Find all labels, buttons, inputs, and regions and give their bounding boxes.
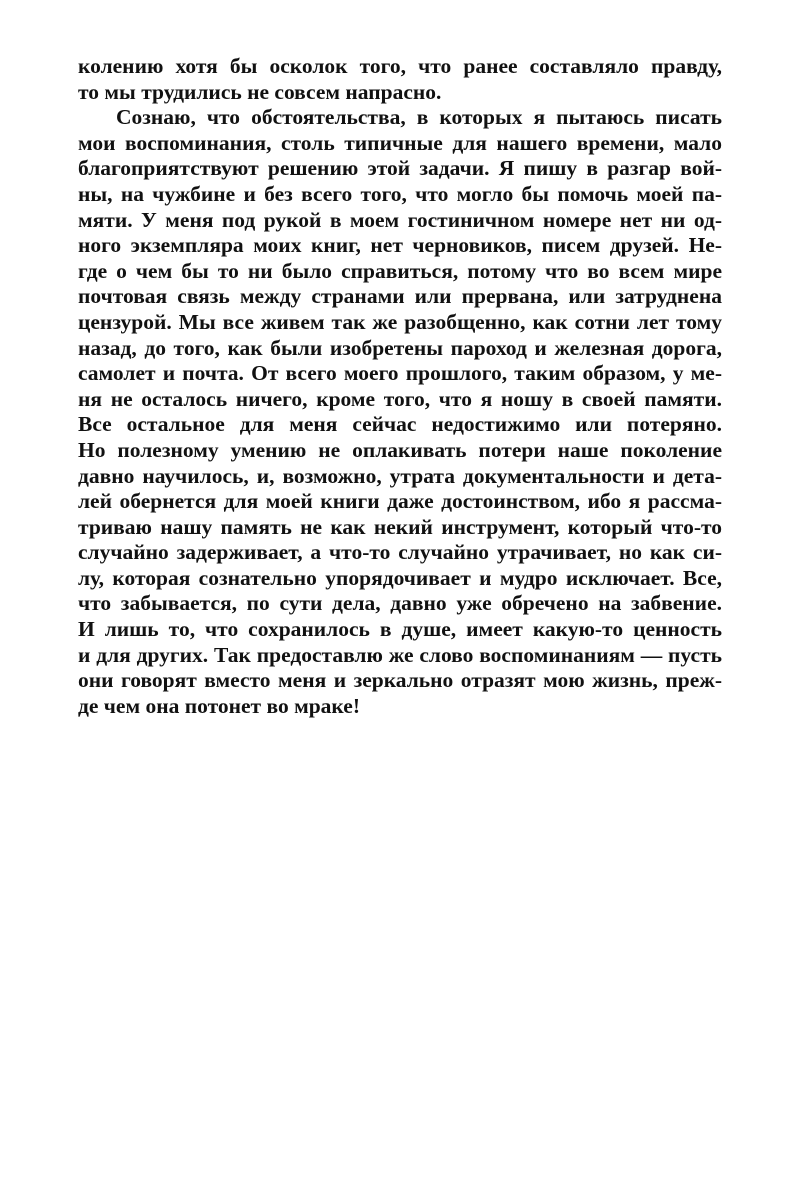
text-line: ного экземпляра моих книг, нет черновиков, писем друзей. Не- <box>78 233 722 258</box>
page-text <box>78 54 722 719</box>
text-line: Сознаю, что обстоятельства, в которых я пытаюсь писать <box>116 105 722 130</box>
text-line: назад, до того, как были изобретены пароход и железная дорога, <box>78 335 722 360</box>
text-line: что забывается, по сути дела, давно уже обречено на забвение. <box>78 591 722 616</box>
text-line: почтовая связь между странами или прервана, или затруднена <box>78 284 722 309</box>
text-line: ны, на чужбине и без всего того, что могло бы помочь моей па- <box>78 181 722 206</box>
text-line: мои воспоминания, столь типичные для нашего времени, мало <box>78 130 722 155</box>
text-line: то мы трудились не совсем напрасно. <box>78 79 442 104</box>
text-line: де чем она потонет во мраке! <box>78 693 360 718</box>
paragraph-continued <box>78 54 722 105</box>
text-line: Но полезному умению не оплакивать потери наше поколение <box>78 437 722 462</box>
text-line: Все остальное для меня сейчас недостижимо или потеряно. <box>78 412 722 437</box>
text-line: и для других. Так предоставлю же слово воспоминаниям — пусть <box>78 642 722 667</box>
text-line: цензурой. Мы все живем так же разобщенно, как сотни лет тому <box>78 309 722 334</box>
text-line: колению хотя бы осколок того, что ранее составляло правду, <box>78 54 722 78</box>
text-line: лей обернется для моей книги даже достоинством, ибо я рассма- <box>78 489 722 514</box>
text-line: ня не осталось ничего, кроме того, что я ношу в своей памяти. <box>78 386 722 411</box>
text-line: лу, которая сознательно упорядочивает и мудро исключает. Все, <box>78 565 722 590</box>
text-line: И лишь то, что сохранилось в душе, имеет какую-то ценность <box>78 617 722 642</box>
text-line: самолет и почта. От всего моего прошлого, таким образом, у ме- <box>78 361 722 386</box>
text-line: триваю нашу память не как некий инструмент, который что-то <box>78 514 722 539</box>
text-line: мяти. У меня под рукой в моем гостиничном номере нет ни од- <box>78 207 722 232</box>
text-line: давно научилось, и, возможно, утрата документальности и дета- <box>78 463 722 488</box>
text-line: они говорят вместо меня и зеркально отразят мою жизнь, преж- <box>78 668 722 693</box>
paragraph <box>78 105 722 719</box>
text-line: где о чем бы то ни было справиться, потому что во всем мире <box>78 258 722 283</box>
text-line: случайно задерживает, а что-то случайно утрачивает, но как си- <box>78 540 722 565</box>
text-line: благоприятствуют решению этой задачи. Я пишу в разгар вой- <box>78 156 722 181</box>
